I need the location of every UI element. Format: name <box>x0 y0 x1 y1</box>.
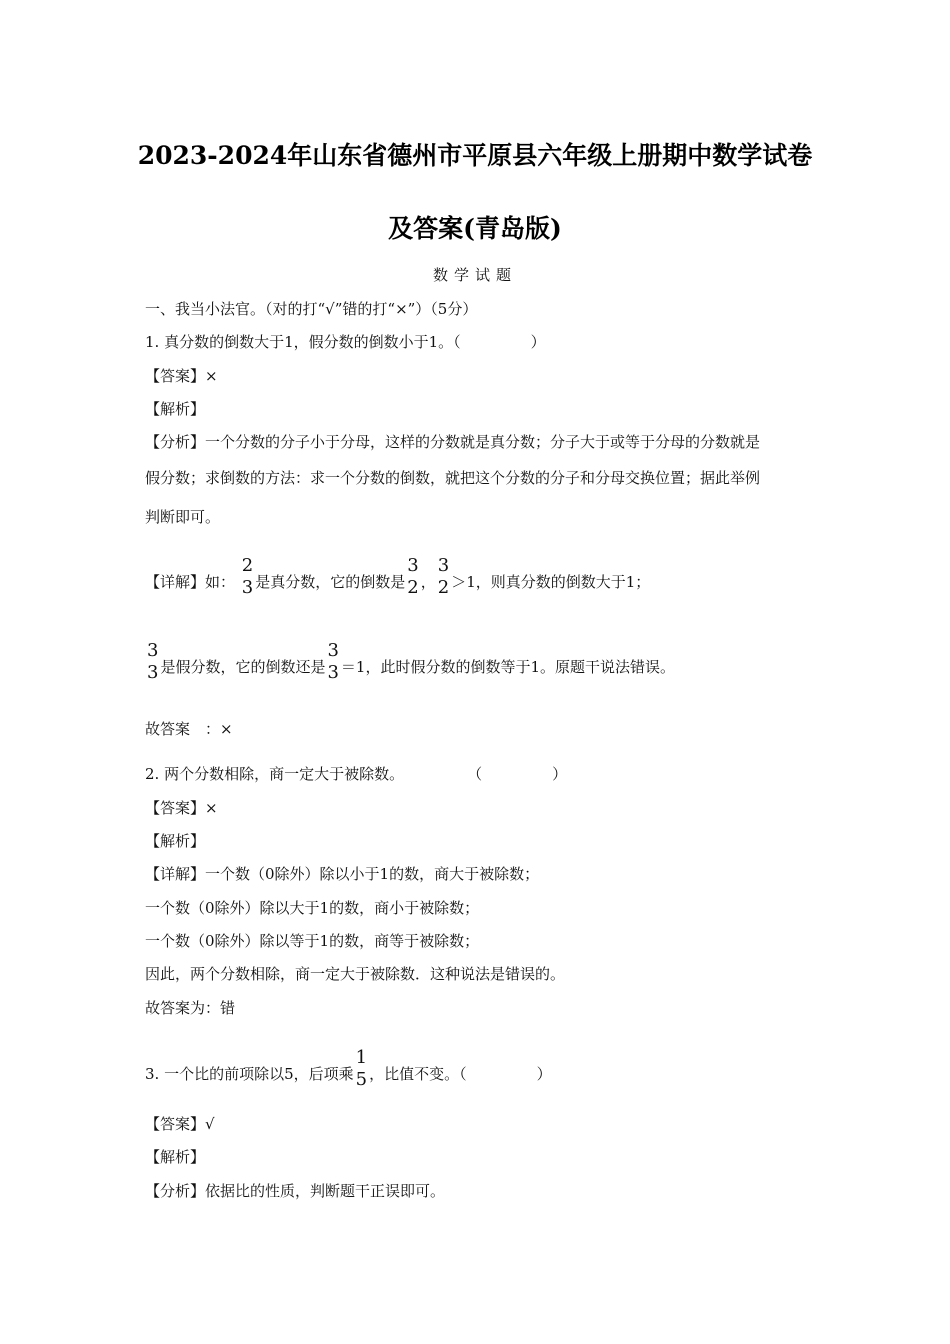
fraction-denominator: 2 <box>407 577 419 598</box>
fraction-3-2 <box>438 557 449 597</box>
q2-analysis-label: 【解析】 <box>145 832 206 850</box>
detail-text: ＞1，则真分数的倒数大于1； <box>451 573 651 591</box>
detail-text: ＝1，此时假分数的倒数等于1。原题干说法错误。 <box>340 658 676 676</box>
question-text: 2. 两个分数相除，商一定大于被除数。 <box>145 765 405 783</box>
fraction-numerator: 3 <box>437 555 450 576</box>
fraction-3-2 <box>407 557 418 597</box>
fraction-2-3 <box>242 557 253 597</box>
detail-text: 是真分数，它的倒数是 <box>255 573 406 591</box>
question-text: 1. 真分数的倒数大于1，假分数的倒数小于1。（ <box>145 333 461 351</box>
q2-conclusion: 故答案为：错 <box>145 999 236 1017</box>
fraction-3-3 <box>327 642 338 682</box>
document-title-line2: 及答案(青岛版) <box>388 214 562 243</box>
fraction-denominator: 2 <box>437 577 450 598</box>
q2-detail-line4: 因此，两个分数相除，商一定大于被除数．这种说法是错误的。 <box>145 965 566 983</box>
q1-detail-line2 <box>145 640 676 688</box>
fraction-denominator: 3 <box>147 662 159 683</box>
q1-analysis-label: 【解析】 <box>145 400 206 418</box>
q1-detail-line1 <box>145 555 651 603</box>
fraction-numerator: 3 <box>407 555 419 576</box>
fraction-3-3 <box>147 642 158 682</box>
q1-analysis-line2: 假分数；求倒数的方法：求一个分数的倒数，就把这个分数的分子和分母交换位置；据此举例 <box>145 469 761 487</box>
fraction-denominator: 3 <box>241 577 254 598</box>
fraction-numerator: 1 <box>355 1047 368 1068</box>
paren-close: ） <box>536 1065 552 1083</box>
fraction-numerator: 3 <box>327 640 339 661</box>
detail-prefix: 【详解】如： <box>145 573 236 591</box>
q2-answer: 【答案】× <box>145 799 218 817</box>
q2-detail-line1: 【详解】一个数（0除外）除以小于1的数，商大于被除数； <box>145 865 540 883</box>
fraction-numerator: 2 <box>241 555 254 576</box>
detail-text: ， <box>420 573 436 591</box>
q1-answer: 【答案】× <box>145 367 218 385</box>
paren-close: ） <box>530 333 546 351</box>
q3-analysis-label: 【解析】 <box>145 1148 206 1166</box>
q1-analysis-line3: 判断即可。 <box>145 508 221 526</box>
q1-analysis-line1: 【分析】一个分数的分子小于分母，这样的分数就是真分数；分子大于或等于分母的分数就是 <box>145 433 761 451</box>
question-text: ，比值不变。（ <box>369 1065 467 1083</box>
fraction-denominator: 5 <box>355 1069 368 1090</box>
question-1-stem <box>145 331 546 352</box>
fraction-denominator: 3 <box>327 662 339 683</box>
section-heading: 一、我当小法官。（对的打“√”错的打“×”）（5分） <box>145 300 478 318</box>
document-subtitle: 数学试题 <box>432 266 517 284</box>
q2-detail-line2: 一个数（0除外）除以大于1的数，商小于被除数； <box>145 899 480 917</box>
fraction-1-5 <box>356 1049 367 1089</box>
question-3-stem <box>145 1047 552 1095</box>
q3-analysis: 【分析】依据比的性质，判断题干正误即可。 <box>145 1182 446 1200</box>
detail-text: 是假分数，它的倒数还是 <box>160 658 326 676</box>
fraction-numerator: 3 <box>147 640 159 661</box>
paren-close: ） <box>552 765 568 783</box>
question-text: 3. 一个比的前项除以5，后项乘 <box>145 1065 354 1083</box>
paren-open: （ <box>467 765 483 783</box>
q3-answer: 【答案】√ <box>145 1115 215 1133</box>
q1-conclusion: 故答案 ：× <box>145 720 233 738</box>
question-2-stem <box>145 763 567 784</box>
q2-detail-line3: 一个数（0除外）除以等于1的数，商等于被除数； <box>145 932 480 950</box>
document-title-line1: 2023-2024年山东省德州市平原县六年级上册期中数学试卷 <box>137 141 813 170</box>
